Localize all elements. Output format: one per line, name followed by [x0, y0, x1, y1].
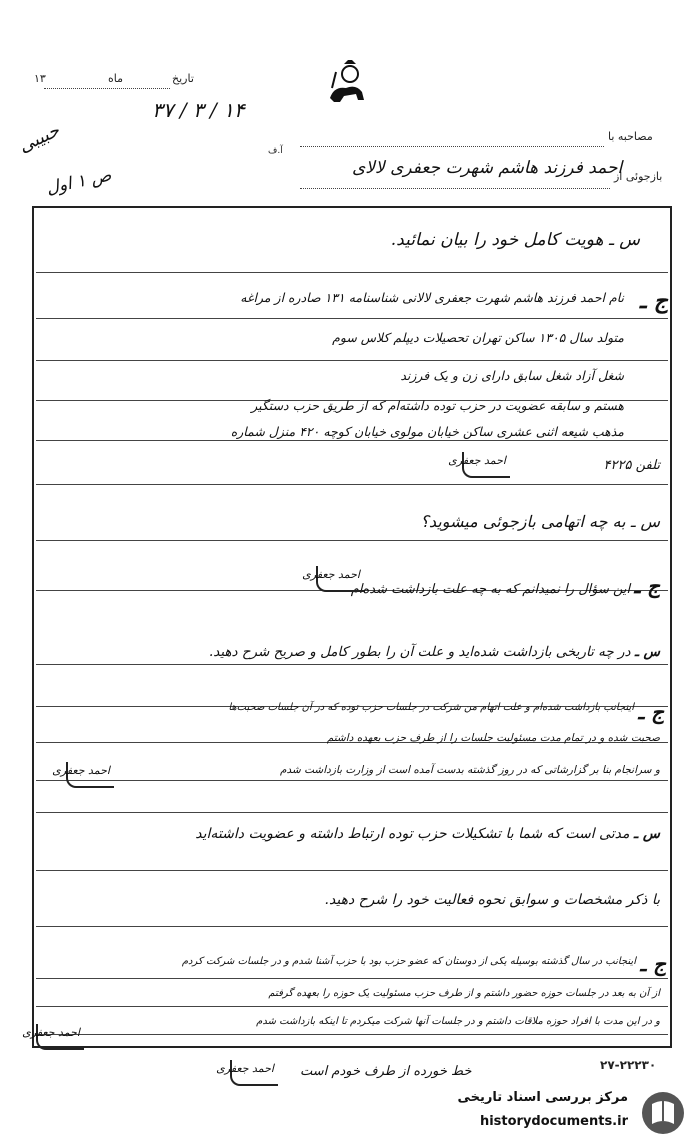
- corner-note: حبیبی: [15, 120, 63, 157]
- lion-sun-emblem: [322, 58, 372, 108]
- question-prefix: س ـ: [608, 230, 640, 250]
- document-number: ۲۷-۲۲۲۳۰: [600, 1058, 657, 1072]
- subject-handwritten: احمد فرزند هاشم شهرت جعفری لالای: [352, 158, 623, 178]
- footer-note: خط خورده از طرف خودم است: [300, 1064, 472, 1079]
- date-handwritten: ۱۴ / ۳ / ۳۷: [152, 98, 245, 122]
- question-text: به چه اتهامی بازجوئی میشوید؟: [420, 512, 626, 531]
- ruled-line: [36, 870, 668, 871]
- question-prefix: س ـ: [630, 512, 660, 531]
- ruled-line: [36, 272, 668, 273]
- ruled-line: [36, 1034, 668, 1035]
- answer-1-line: مذهب شیعه اثنی عشری ساکن خیابان مولوی خیابان کوچه ۴۲۰ منزل شماره: [230, 424, 624, 439]
- watermark: [410, 1086, 698, 1140]
- date-label: تاریخ: [172, 72, 194, 85]
- initials-stamp: احمد جعفری: [230, 1060, 278, 1086]
- answer-4-prefix: ج ـ: [640, 952, 666, 976]
- interview-dots: [300, 146, 604, 147]
- watermark-org: مرکز بررسی اسناد تاریخی: [457, 1090, 628, 1105]
- question-text: مدتی است که شما با تشکیلات حزب توده ارتباط داشته و عضویت داشته‌اید: [195, 826, 630, 842]
- answer-1-line: تلفن ۴۲۲۵: [603, 458, 660, 473]
- ruled-line: [36, 1006, 668, 1007]
- answer-3-line: و سرانجام بنا بر گزارشاتی که در روز گذشته بدست آمده است از وزارت بازداشت شدم: [279, 764, 660, 776]
- answer-2: [351, 574, 660, 598]
- answer-3-line: اینجانب بازداشت شده‌ام و علت اتهام من شرکت در جلسات حزب توده که در آن جلسات صحبت‌ها: [228, 702, 634, 713]
- initials-stamp: احمد جعفری: [462, 452, 510, 478]
- initials-stamp: احمد جعفری: [316, 566, 364, 592]
- ruled-line: [36, 812, 668, 813]
- question-prefix: س ـ: [633, 826, 660, 842]
- watermark-logo-icon: [640, 1090, 686, 1136]
- answer-text: این سؤال را نمیدانم که به چه علت بازداشت شده‌ام: [350, 582, 631, 597]
- ruled-line: [36, 318, 668, 319]
- question-text: در چه تاریخی بازداشت شده‌اید و علت آن را بطور کامل و صریح شرح دهید.: [208, 644, 631, 660]
- answer-1-line: نام احمد فرزند هاشم شهرت جعفری لالانی شناسنامه ۱۳۱ صادره از مراغه: [240, 290, 624, 305]
- question-prefix: س ـ: [634, 644, 660, 660]
- ruled-line: [36, 484, 668, 485]
- answer-3-prefix: ج ـ: [638, 700, 664, 724]
- question-1: [391, 230, 640, 250]
- answer-1-line: شغل آزاد شغل سابق دارای زن و یک فرزند: [400, 368, 624, 383]
- question-3: [209, 644, 660, 660]
- question-text: هویت کامل خود را بیان نمائید.: [390, 230, 604, 250]
- answer-4-line: اینجانب در سال گذشته بوسیله یکی از دوستان که عضو حزب بود با حزب آشنا شدم و در جلسات شرکت کردم: [181, 956, 636, 967]
- interview-label: مصاحبه با: [608, 130, 653, 143]
- answer-4-line: از آن به بعد در جلسات حوزه حضور داشتم و از طرف حزب مسئولیت یک حوزه را بعهده گرفتم: [268, 988, 660, 999]
- ruled-line: [36, 926, 668, 927]
- corner-note-2: ص ۱ اول: [44, 165, 114, 199]
- answer-1-prefix: ج ـ: [639, 288, 668, 314]
- year-label: ۱۳: [34, 72, 46, 85]
- ruled-line: [36, 664, 668, 665]
- question-2: [420, 512, 660, 531]
- form-code: آ.ف: [268, 146, 283, 156]
- answer-3-line: صحبت شده و در تمام مدت مسئولیت جلسات را از طرف حزب بعهده داشتم: [326, 732, 660, 744]
- ruled-line: [36, 978, 668, 979]
- ruled-line: [36, 780, 668, 781]
- month-label: ماه: [108, 72, 124, 85]
- answer-1-line: هستم و سابقه عضویت در حزب توده داشته‌ام که از طریق حزب دستگیر: [251, 398, 624, 413]
- answer-prefix: ج ـ: [634, 574, 660, 598]
- question-4-line-1: [195, 826, 660, 842]
- interrogation-label: بازجوئی از: [614, 170, 663, 183]
- initials-stamp: احمد جعفری: [36, 1024, 84, 1050]
- answer-1-line: متولد سال ۱۳۰۵ ساکن تهران تحصیلات دیپلم کلاس سوم: [332, 330, 624, 345]
- ruled-line: [36, 440, 668, 441]
- watermark-url: historydocuments.ir: [479, 1114, 628, 1129]
- date-dots: [44, 88, 170, 89]
- answer-4-line: و در این مدت با افراد حوزه ملاقات داشتم و در جلسات آنها شرکت میکردم تا اینکه بازداشت شدم: [256, 1016, 660, 1027]
- interrogation-dots: [300, 188, 610, 189]
- ruled-line: [36, 360, 668, 361]
- initials-stamp: احمد جعفری: [66, 762, 114, 788]
- ruled-line: [36, 540, 668, 541]
- question-4-line-2: با ذکر مشخصات و سوابق نحوه فعالیت خود را شرح دهید.: [324, 892, 660, 908]
